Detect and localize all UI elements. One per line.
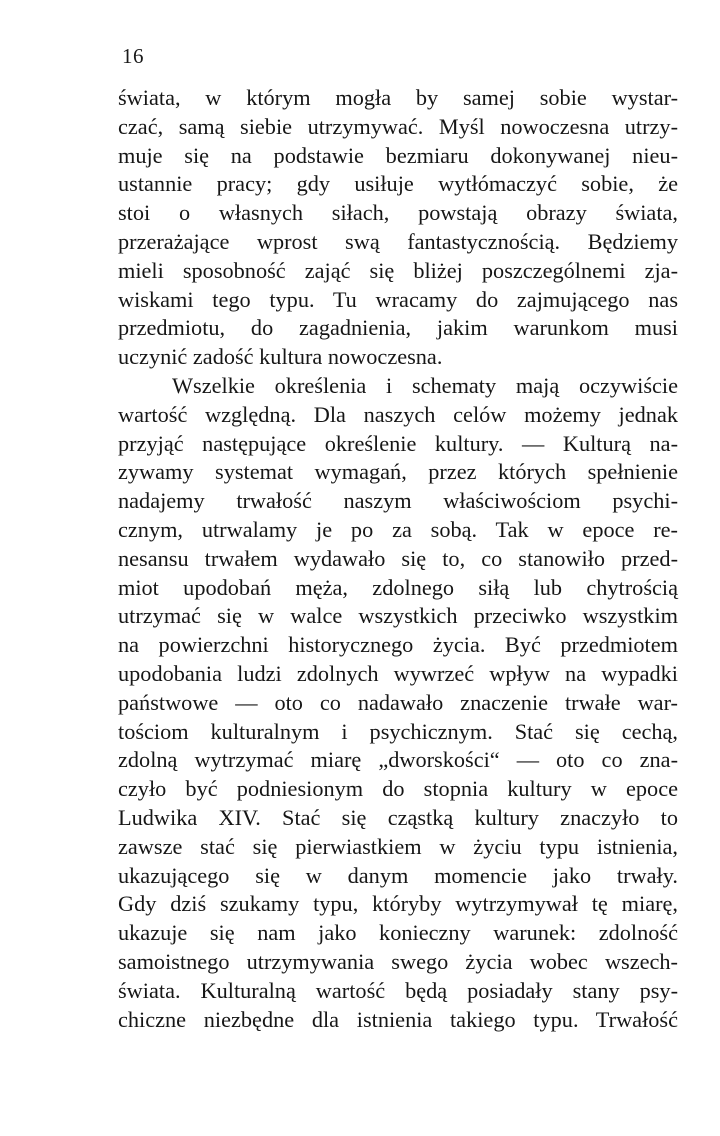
text-line: chiczne niezbędne dla istnienia takiego typu. Trwałość [118,1006,678,1032]
text-line: na powierzchni historycznego życia. Być przedmiotem [118,632,678,658]
text-line: miot upodobań męża, zdolnego siłą lub chytrością [118,574,678,600]
text-line: przyjąć następujące określenie kultury. — Kulturą na- [118,430,678,456]
text-line: tościom kulturalnym i psychicznym. Stać się cechą, [118,718,678,744]
text-line: zawsze stać się pierwiastkiem w życiu typu istnienia, [118,833,678,859]
text-line: czać, samą siebie utrzymywać. Myśl nowoczesna utrzy- [118,113,678,139]
text-line: mieli sposobność zająć się bliżej poszczególnemi zja- [118,257,678,283]
text-line: wiskami tego typu. Tu wracamy do zajmującego nas [118,286,678,312]
text-line: cznym, utrwalamy je po za sobą. Tak w epoce re- [118,516,678,542]
text-line: ustannie pracy; gdy usiłuje wytłómaczyć sobie, że [118,171,678,197]
text-line: ukazującego się w danym momencie jako trwały. [118,862,678,888]
text-line: Ludwika XIV. Stać się cząstką kultury znaczyło to [118,804,678,830]
body-text [118,84,678,1034]
text-line: zywamy systemat wymagań, przez których spełnienie [118,459,678,485]
text-line: wartość względną. Dla naszych celów możemy jednak [118,401,678,427]
text-line: nadajemy trwałość naszym właściwościom psychi- [118,488,678,514]
text-line: zdolną wytrzymać miarę „dworskości“ — oto co zna- [118,747,678,773]
text-line: stoi o własnych siłach, powstają obrazy świata, [118,200,678,226]
text-line: uczynić zadość kultura nowoczesna. [118,344,443,370]
text-line: Wszelkie określenia i schematy mają oczywiście [172,372,678,398]
text-line: Gdy dziś szukamy typu, któryby wytrzymywał tę miarę, [118,891,678,917]
text-line: państwowe — oto co nadawało znaczenie trwałe war- [118,689,678,715]
text-line: przedmiotu, do zagadnienia, jakim warunkom musi [118,315,678,341]
text-line: upodobania ludzi zdolnych wywrzeć wpływ na wypadki [118,660,678,686]
text-line: samoistnego utrzymywania swego życia wobec wszech- [118,948,678,974]
text-line: przerażające wprost swą fantastycznością. Będziemy [118,228,678,254]
text-line: utrzymać się w walce wszystkich przeciwko wszystkim [118,603,678,629]
page-number: 16 [122,44,144,68]
text-line: muje się na podstawie bezmiaru dokonywanej nieu- [118,142,678,168]
text-line: świata, w którym mogła by samej sobie wystar- [118,85,678,110]
text-line: świata. Kulturalną wartość będą posiadały stany psy- [118,977,678,1003]
text-line: czyło być podniesionym do stopnia kultury w epoce [118,776,678,802]
text-line: ukazuje się nam jako konieczny warunek: zdolność [118,920,678,946]
text-line: nesansu trwałem wydawało się to, co stanowiło przed- [118,545,678,571]
